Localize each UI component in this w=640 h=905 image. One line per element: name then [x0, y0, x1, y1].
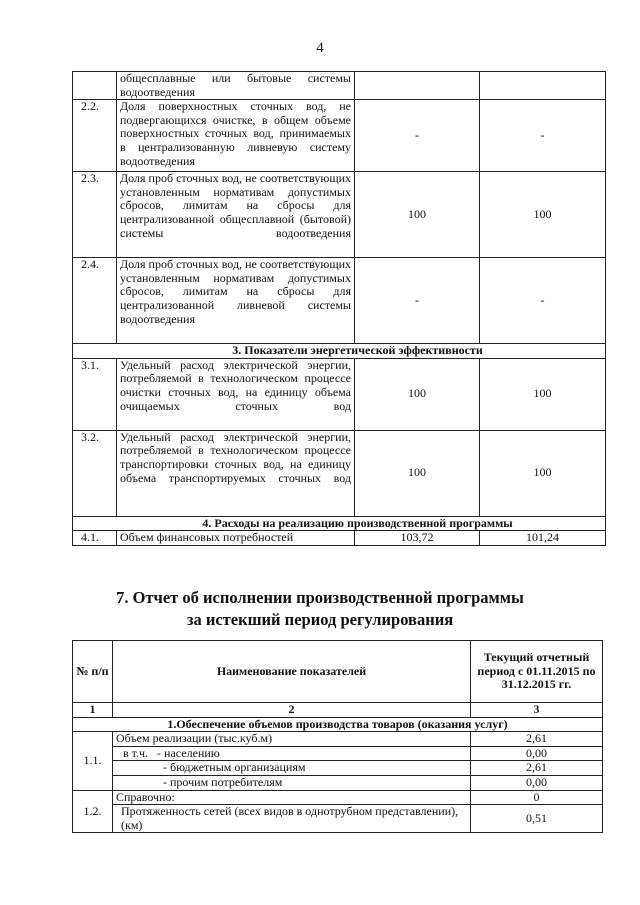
colnum-1: 1 — [73, 703, 113, 718]
table-row — [73, 805, 603, 833]
section-7-title-line2: за истекший период регулирования — [186, 610, 454, 629]
table-row — [73, 172, 606, 258]
row-number — [73, 72, 117, 100]
header-row — [73, 641, 603, 703]
row-label: в т.ч. - населению — [113, 746, 471, 761]
row-value-2 — [480, 72, 606, 100]
table-row — [73, 790, 603, 805]
header-period: Текущий отчетный период с 01.11.2015 по 31.12.2015 гг. — [471, 641, 603, 703]
section-1-label: 1.Обеспечение объемов производства товаров (оказания услуг) — [73, 717, 603, 732]
row-value-1: 100 — [355, 358, 480, 430]
table-row — [73, 100, 606, 172]
row-value-2: 101,24 — [480, 531, 606, 546]
group-2-num: 1.2. — [73, 790, 113, 833]
section-row — [73, 516, 606, 531]
row-value: 0,51 — [471, 805, 603, 833]
table-row — [73, 430, 606, 516]
row-value-2: - — [480, 100, 606, 172]
row-value: 2,61 — [471, 732, 603, 747]
row-label: - бюджетным организациям — [113, 761, 471, 776]
table-row — [73, 761, 603, 776]
table-row — [73, 72, 606, 100]
row-value-2: 100 — [480, 172, 606, 258]
row-value-1: 100 — [355, 172, 480, 258]
table-row — [73, 732, 603, 747]
table-row — [73, 258, 606, 344]
row-value-1: 100 — [355, 430, 480, 516]
table-row — [73, 775, 603, 790]
row-number: 2.3. — [73, 172, 117, 258]
colnum-2: 2 — [113, 703, 471, 718]
section-label: 4. Расходы на реализацию производственной программы — [73, 516, 606, 531]
page-number: 4 — [316, 40, 324, 56]
program-report-table — [72, 640, 603, 833]
table-row — [73, 746, 603, 761]
row-label: Протяженность сетей (всех видов в однотрубном представлении), (км) — [113, 805, 471, 833]
row-value-1: - — [355, 258, 480, 344]
row-description: Доля проб сточных вод, не соответствующих установленным нормативам допустимых сбросов, лимитам на сбросы для централизованной общесплавной (бытовой) системы водоотведения — [117, 172, 355, 258]
header-num: № п/п — [73, 641, 113, 703]
row-value-2: - — [480, 258, 606, 344]
row-label: Справочно: — [113, 790, 471, 805]
row-number: 3.1. — [73, 358, 117, 430]
row-number: 3.2. — [73, 430, 117, 516]
row-value-1 — [355, 72, 480, 100]
indicators-table — [72, 71, 606, 546]
row-label: - прочим потребителям — [113, 775, 471, 790]
section-7-heading — [0, 587, 640, 631]
row-value-1: - — [355, 100, 480, 172]
column-numbers-row — [73, 703, 603, 718]
row-number: 2.4. — [73, 258, 117, 344]
section-label: 3. Показатели энергетической эффективности — [73, 344, 606, 359]
section-7-title-line1: 7. Отчет об исполнении производственной программы — [116, 588, 524, 607]
row-value: 0,00 — [471, 746, 603, 761]
table-row — [73, 531, 606, 546]
colnum-3: 3 — [471, 703, 603, 718]
row-description: Удельный расход электрической энергии, потребляемой в технологическом процессе очистки сточных вод, на единицу объема очищаемых сточных вод — [117, 358, 355, 430]
row-number: 4.1. — [73, 531, 117, 546]
row-value: 0 — [471, 790, 603, 805]
row-label: Объем реализации (тыс.куб.м) — [113, 732, 471, 747]
section-row — [73, 344, 606, 359]
section-row — [73, 717, 603, 732]
row-description: Удельный расход электрической энергии, потребляемой в технологическом процессе транспортировки сточных вод, на единицу объема транспортируемых сточных вод — [117, 430, 355, 516]
header-name: Наименование показателей — [113, 641, 471, 703]
group-1-num: 1.1. — [73, 732, 113, 790]
row-description: Объем финансовых потребностей — [117, 531, 355, 546]
row-description: Доля проб сточных вод, не соответствующих установленным нормативам допустимых сбросов, лимитам на сбросы для централизованной ливневой системы водоотведения — [117, 258, 355, 344]
row-value: 0,00 — [471, 775, 603, 790]
row-description: общесплавные или бытовые системы водоотведения — [117, 72, 355, 100]
row-value-2: 100 — [480, 430, 606, 516]
row-value: 2,61 — [471, 761, 603, 776]
row-description: Доля поверхностных сточных вод, не подвергающихся очистке, в общем объеме поверхностных сточных вод, принимаемых в централизованную ливневую систему водоотведения — [117, 100, 355, 172]
row-value-2: 100 — [480, 358, 606, 430]
table-row — [73, 358, 606, 430]
row-number: 2.2. — [73, 100, 117, 172]
row-value-1: 103,72 — [355, 531, 480, 546]
